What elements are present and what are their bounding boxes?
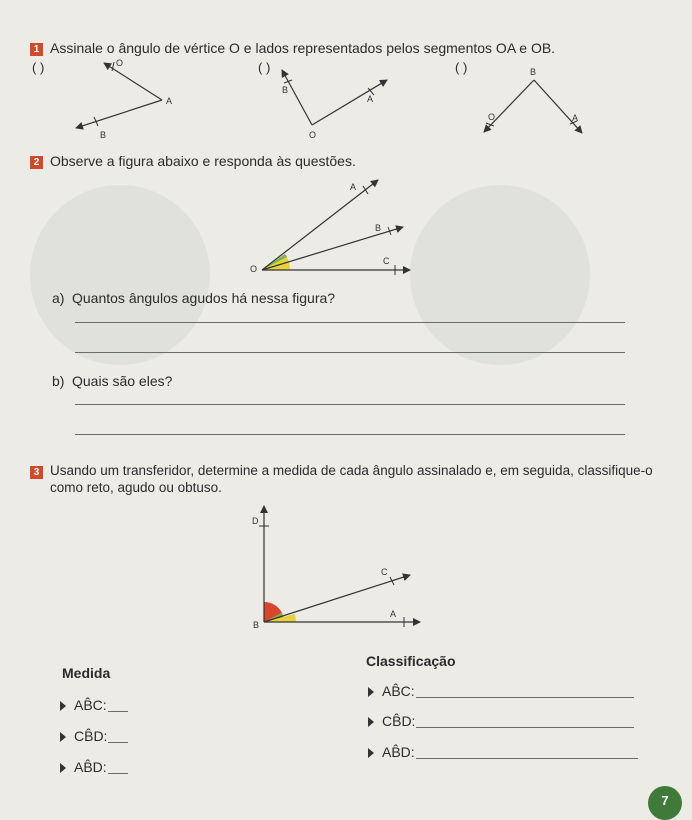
fig3-label-b: B	[530, 67, 537, 77]
question-3-text-line-1: Usando um transferidor, determine a medida de cada ângulo assinalado e, em seguida, classifique-o	[50, 463, 653, 478]
q2b-label: b)	[52, 373, 65, 389]
column-header-classificacao: Classificação	[366, 653, 456, 669]
q2-label-o: O	[250, 264, 258, 274]
fig1-label-b: B	[100, 130, 107, 140]
fig2-label-b: B	[282, 85, 289, 95]
q1-figure-3[interactable]	[484, 67, 582, 133]
question-2-number: 2	[30, 156, 43, 169]
classificacao-item-abc: AB̂C:	[382, 683, 415, 699]
fig3-label-o: O	[488, 112, 496, 122]
classificacao-item-abd: AB̂D:	[382, 744, 415, 760]
medida-item-abc: AB̂C:	[74, 697, 107, 713]
q3-label-d: D	[252, 516, 259, 526]
question-1-text: Assinale o ângulo de vértice O e lados representados pelos segmentos OA e OB.	[50, 40, 556, 56]
q2-figure	[250, 180, 410, 275]
question-1-number: 1	[30, 43, 43, 56]
q3-label-c: C	[381, 567, 388, 577]
q2-label-b: B	[375, 223, 382, 233]
classificacao-item-cbd: CB̂D:	[382, 713, 416, 729]
q3-figure	[252, 506, 420, 630]
q1-figure-1[interactable]	[76, 58, 172, 140]
q2a-label: a)	[52, 290, 65, 306]
medida-item-cbd: CB̂D:	[74, 728, 108, 744]
fig1-label-a: A	[166, 96, 173, 106]
fig2-label-o: O	[309, 130, 317, 140]
fig3-label-a: A	[572, 113, 579, 123]
q1-figure-2[interactable]	[282, 70, 387, 140]
question-2-text: Observe a figura abaixo e responda às questões.	[50, 153, 356, 169]
medida-item-abd: AB̂D:	[74, 759, 107, 775]
column-header-medida: Medida	[62, 665, 111, 681]
question-3-number: 3	[30, 466, 43, 479]
fig2-label-a: A	[367, 94, 374, 104]
q1-option-3-mark[interactable]: ( )	[455, 60, 468, 75]
q2a-text: Quantos ângulos agudos há nessa figura?	[72, 290, 336, 306]
q1-option-1-mark[interactable]: ( )	[32, 60, 45, 75]
page-number-badge: 7	[648, 786, 682, 820]
q2-label-c: C	[383, 256, 390, 266]
q1-option-2-mark[interactable]: ( )	[258, 60, 271, 75]
q3-label-b: B	[253, 620, 260, 630]
q3-label-a: A	[390, 609, 397, 619]
question-3-text-line-2: como reto, agudo ou obtuso.	[50, 480, 222, 495]
q2-label-a: A	[350, 182, 357, 192]
q2b-text: Quais são eles?	[72, 373, 173, 389]
fig1-label-o: O	[116, 58, 124, 68]
